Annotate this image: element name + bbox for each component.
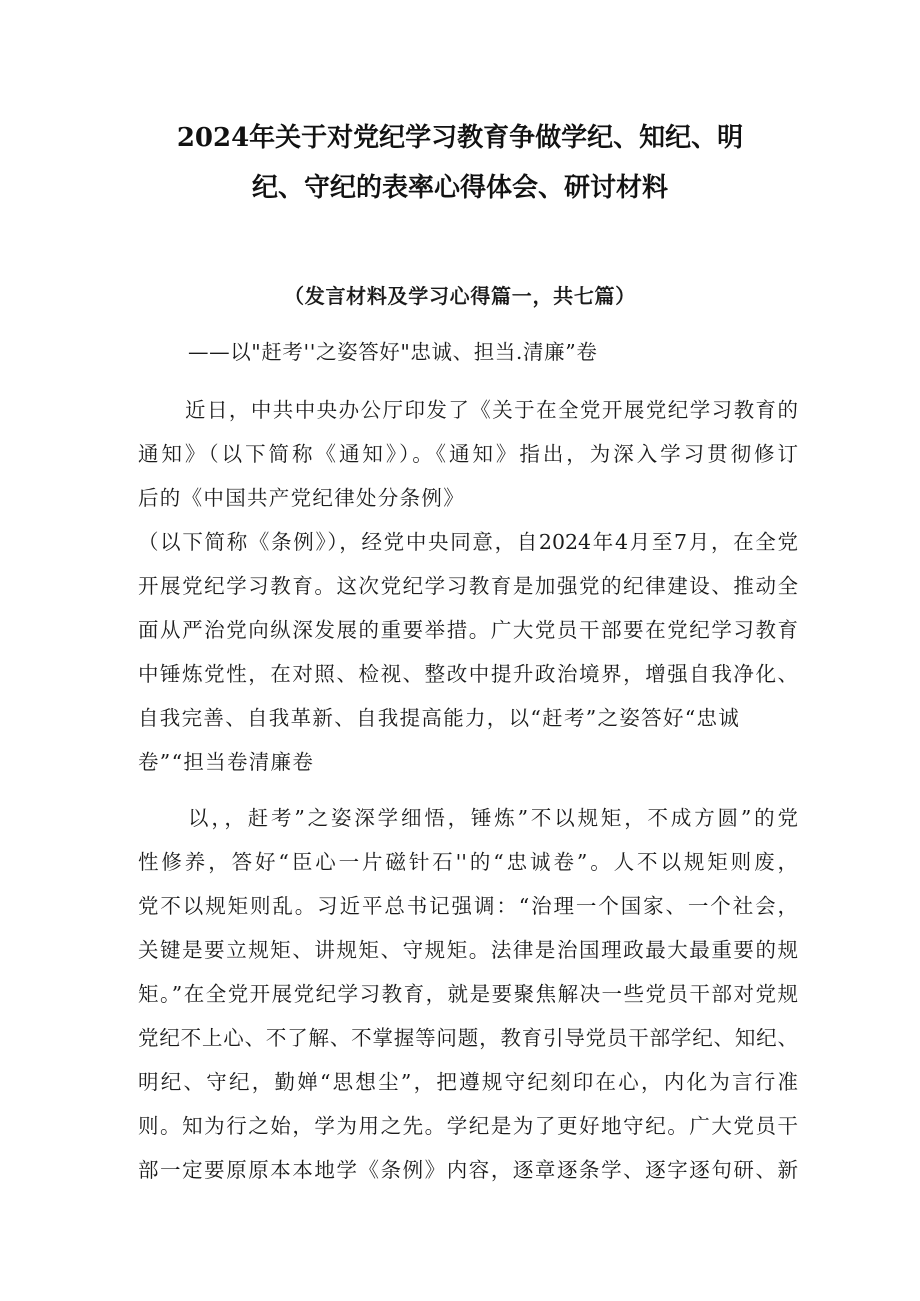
paragraph: [138, 796, 798, 1192]
paragraph-line: 明纪、守纪，勤婵“思想尘”，把遵规守纪刻印在心，内化为言行准: [138, 1070, 798, 1094]
paragraph-line: 党不以规矩则乱。习近平总书记强调：“治理一个国家、一个社会，: [138, 894, 798, 918]
paragraph-line: 中锤炼党性，在对照、检视、整改中提升政治境界，增强自我净化、: [138, 662, 798, 686]
paragraph-line: 关键是要立规矩、讲规矩、守规矩。法律是治国理政最大最重要的规: [138, 938, 798, 962]
document-title-line: 纪、守纪的表率心得体会、研讨材料: [251, 173, 668, 203]
paragraph-line: 则。知为行之始，学为用之先。学纪是为了更好地守纪。广大党员干: [138, 1114, 798, 1138]
paragraph-line: 开展党纪学习教育。这次党纪学习教育是加强党的纪律建设、推动全: [138, 574, 798, 598]
paragraph-line: 面从严治党向纵深发展的重要举措。广大党员干部要在党纪学习教育: [138, 618, 798, 642]
paragraph-line: 性修养，答好“臣心一片磁针石''的“忠诚卷”。人不以规矩则废，: [138, 850, 798, 874]
paragraph-line: 矩。”在全党开展党纪学习教育，就是要聚焦解决一些党员干部对党规: [138, 982, 798, 1006]
paragraph-line: 以，，赶考”之姿深学细悟，锤炼”不以规矩，不成方圆”的党: [188, 806, 798, 830]
document-subheading: ——以"赶考''之姿答好"忠诚、担当.清廉”卷: [188, 340, 598, 364]
paragraph-line: （以下简称《条例》），经党中央同意，自2024年4月至7月，在全党: [138, 530, 798, 554]
document-subtitle: （发言材料及学习心得篇一，共七篇）: [284, 284, 636, 308]
paragraph-line: 近日，中共中央办公厅印发了《关于在全党开展党纪学习教育的: [185, 398, 798, 422]
paragraph-line: 卷”“担当卷清廉卷: [138, 750, 315, 774]
paragraph-line: 自我完善、自我革新、自我提高能力，以“赶考”之姿答好“忠诚: [138, 706, 741, 730]
document-title-line: 2024年关于对党纪学习教育争做学纪、知纪、明: [176, 123, 744, 153]
paragraph: [138, 388, 798, 784]
paragraph-line: 通知》（以下简称《通知》）。《通知》指出，为深入学习贯彻修订: [138, 442, 798, 466]
paragraph-line: 后的《中国共产党纪律处分条例》: [138, 486, 465, 510]
paragraph-line: 部一定要原原本本地学《条例》内容，逐章逐条学、逐字逐句研、新: [138, 1158, 798, 1182]
document-title: [0, 113, 920, 213]
paragraph-line: 党纪不上心、不了解、不掌握等问题，教育引导党员干部学纪、知纪、: [138, 1026, 798, 1050]
